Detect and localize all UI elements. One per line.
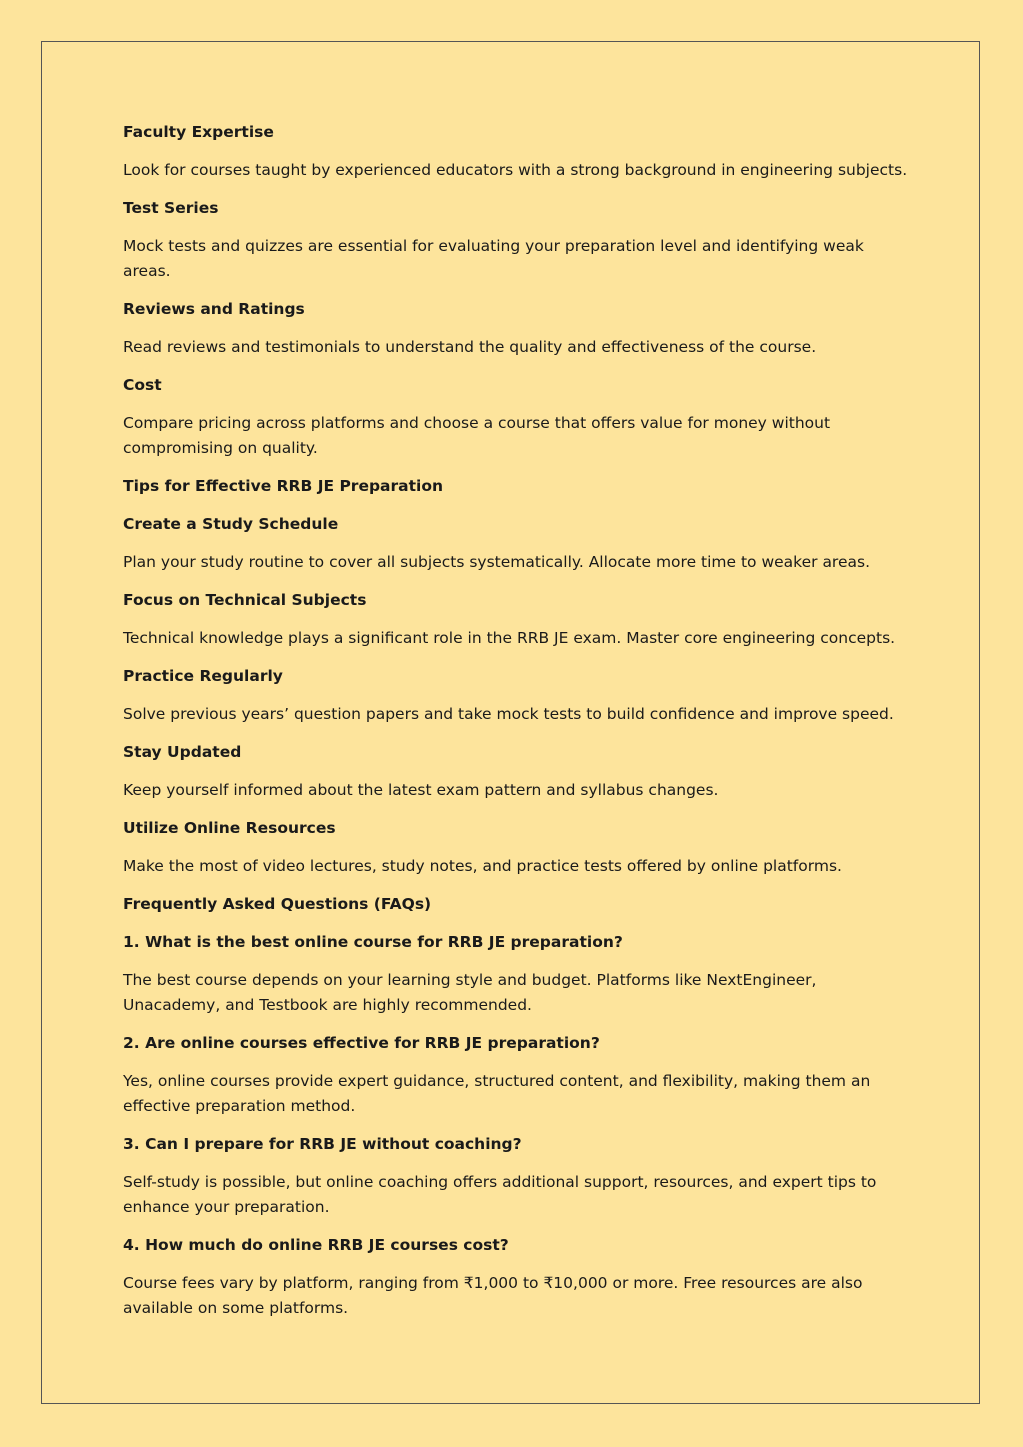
paragraph: Plan your study routine to cover all subjects systematically. Allocate more time to weaker areas. (123, 553, 871, 571)
section-heading: Stay Updated (123, 743, 242, 761)
section-heading: Faculty Expertise (123, 123, 274, 141)
paragraph: Yes, online courses provide expert guidance, structured content, and flexibility, making them an effective preparation method. (123, 1072, 871, 1115)
section-heading: Focus on Technical Subjects (123, 591, 367, 609)
paragraph: Look for courses taught by experienced educators with a strong background in engineering subjects. (123, 161, 908, 179)
section-heading: Practice Regularly (123, 667, 283, 685)
paragraph: Compare pricing across platforms and choose a course that offers value for money without compromising on quality. (123, 414, 831, 457)
document-body (123, 120, 913, 1334)
section-heading: Create a Study Schedule (123, 515, 339, 533)
section-heading: 4. How much do online RRB JE courses cost? (123, 1236, 509, 1254)
paragraph: Solve previous years’ question papers and take mock tests to build confidence and improve speed. (123, 705, 894, 723)
paragraph: Make the most of video lectures, study notes, and practice tests offered by online platforms. (123, 857, 842, 875)
section-heading: Frequently Asked Questions (FAQs) (123, 895, 432, 913)
paragraph: Read reviews and testimonials to understand the quality and effectiveness of the course. (123, 338, 817, 356)
section-heading: 1. What is the best online course for RRB JE preparation? (123, 933, 623, 951)
paragraph: Course fees vary by platform, ranging from ₹1,000 to ₹10,000 or more. Free resources are also available on some platforms. (123, 1274, 863, 1317)
paragraph: Technical knowledge plays a significant role in the RRB JE exam. Master core engineering concepts. (123, 629, 896, 647)
paragraph: Keep yourself informed about the latest exam pattern and syllabus changes. (123, 781, 719, 799)
section-heading: 2. Are online courses effective for RRB JE preparation? (123, 1034, 600, 1052)
section-heading: Cost (123, 376, 162, 394)
section-heading: Tips for Effective RRB JE Preparation (123, 477, 444, 495)
section-heading: Utilize Online Resources (123, 819, 336, 837)
paragraph: Self-study is possible, but online coaching offers additional support, resources, and expert tips to enhance your preparation. (123, 1173, 877, 1216)
paragraph: The best course depends on your learning style and budget. Platforms like NextEngineer, Unacademy, and Testbook are highly recommended. (123, 971, 817, 1014)
section-heading: Reviews and Ratings (123, 300, 305, 318)
paragraph: Mock tests and quizzes are essential for evaluating your preparation level and identifying weak areas. (123, 237, 864, 280)
section-heading: 3. Can I prepare for RRB JE without coaching? (123, 1135, 522, 1153)
section-heading: Test Series (123, 199, 219, 217)
